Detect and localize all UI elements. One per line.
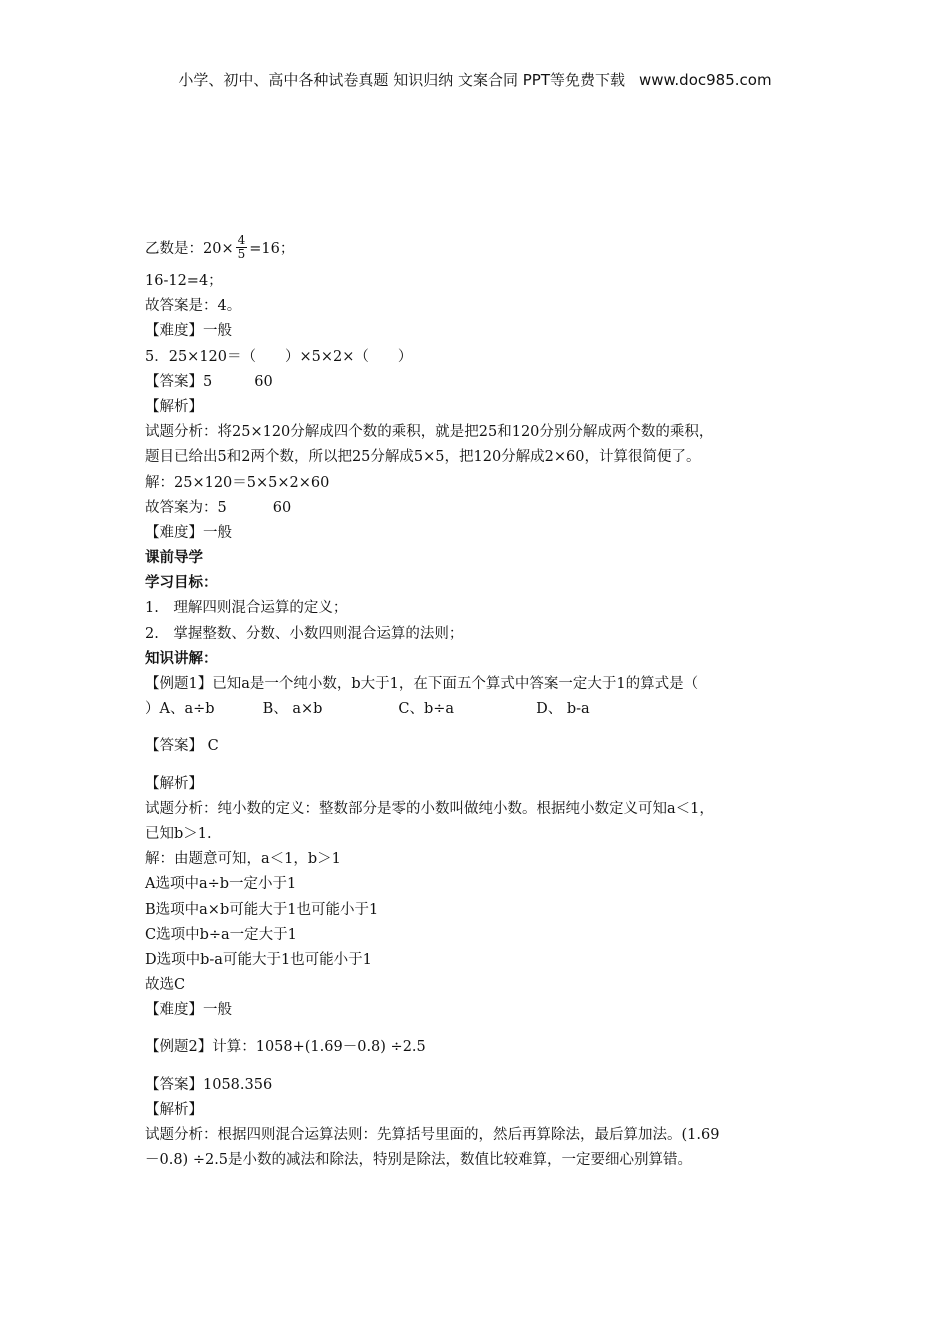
frac-prefix: 乙数是：20×: [145, 240, 234, 257]
fraction-numerator: 4: [237, 232, 246, 247]
page-header: [0, 69, 950, 90]
solution-text: A选项中a÷b一定小于1: [145, 876, 297, 893]
analysis-text: 已知b＞1.: [145, 825, 212, 842]
fraction: [236, 234, 248, 261]
example-1-answer: 【答案】 C: [145, 738, 219, 755]
question-5-stem: 5．25×120＝（ ）×5×2×（ ）: [145, 348, 413, 365]
analysis-text: 试题分析：根据四则混合运算法则：先算括号里面的，然后再算除法，最后算加法。(1.69: [145, 1127, 720, 1143]
solution-text: 解：25×120＝5×5×2×60: [145, 474, 330, 491]
answer-label: 【答案】5: [145, 373, 213, 390]
difficulty-line: 【难度】一般: [145, 1002, 232, 1019]
analysis-text: 试题分析：纯小数的定义：整数部分是零的小数叫做纯小数。根据纯小数定义可知a＜1，: [145, 800, 714, 817]
goal-item: 1. 理解四则混合运算的定义；: [145, 600, 348, 617]
solution-text: D选项中b-a可能大于1也可能小于1: [145, 951, 372, 968]
goals-title: 学习目标：: [145, 575, 218, 592]
document-body: [145, 225, 815, 1173]
text-line: 故答案是：4。: [145, 298, 242, 315]
goal-item: 2. 掌握整数、分数、小数四则混合运算的法则；: [145, 625, 464, 642]
final-value: 60: [272, 499, 292, 516]
solution-text: 解：由题意可知，a＜1，b＞1: [145, 851, 341, 868]
header-text: 小学、初中、高中各种试卷真题 知识归纳 文案合同 PPT等免费下载: [178, 71, 625, 89]
final-answer: [145, 496, 815, 521]
example-1-stem: 【例题1】已知a是一个纯小数，b大于1，在下面五个算式中答案一定大于1的算式是（: [145, 676, 699, 692]
example-1-options: [145, 697, 815, 722]
analysis-text: 题目已给出5和2两个数，所以把25分解成5×5，把120分解成2×60，计算很简便了。: [145, 449, 701, 466]
question-5-answer: [145, 370, 815, 395]
text-line: 16-12=4；: [145, 273, 223, 289]
solution-text: C选项中b÷a一定大于1: [145, 926, 297, 943]
solution-text: B选项中a×b可能大于1也可能小于1: [145, 901, 379, 918]
analysis-label: 【解析】: [145, 398, 203, 415]
answer-value: 60: [254, 373, 273, 390]
option-c: C、b÷a: [398, 701, 455, 718]
analysis-label: 【解析】: [145, 1101, 203, 1118]
knowledge-title: 知识讲解：: [145, 650, 218, 667]
option-a: ）A、a÷b: [145, 701, 215, 718]
frac-suffix: =16；: [249, 240, 295, 257]
option-d: D、 b-a: [536, 701, 590, 718]
solution-text: 故选C: [145, 977, 186, 994]
analysis-label: 【解析】: [145, 775, 203, 792]
analysis-text: 试题分析：将25×120分解成四个数的乘积，就是把25和120分别分解成两个数的乘积，: [145, 424, 714, 441]
analysis-text: －0.8) ÷2.5是小数的减法和除法，特别是除法，数值比较难算，一定要细心别算错。: [145, 1152, 693, 1169]
example-2-answer: 【答案】1058.356: [145, 1076, 273, 1093]
difficulty-line: 【难度】一般: [145, 323, 232, 340]
header-url[interactable]: www.doc985.com: [638, 71, 772, 89]
example-2-stem: 【例题2】计算：1058+(1.69－0.8) ÷2.5: [145, 1039, 426, 1056]
final-label: 故答案为：5: [145, 499, 227, 516]
fraction-line: [145, 225, 815, 269]
difficulty-line: 【难度】一般: [145, 524, 232, 541]
fraction-denominator: 5: [237, 246, 246, 261]
section-title: 课前导学: [145, 550, 203, 567]
option-b: B、 a×b: [262, 701, 323, 718]
